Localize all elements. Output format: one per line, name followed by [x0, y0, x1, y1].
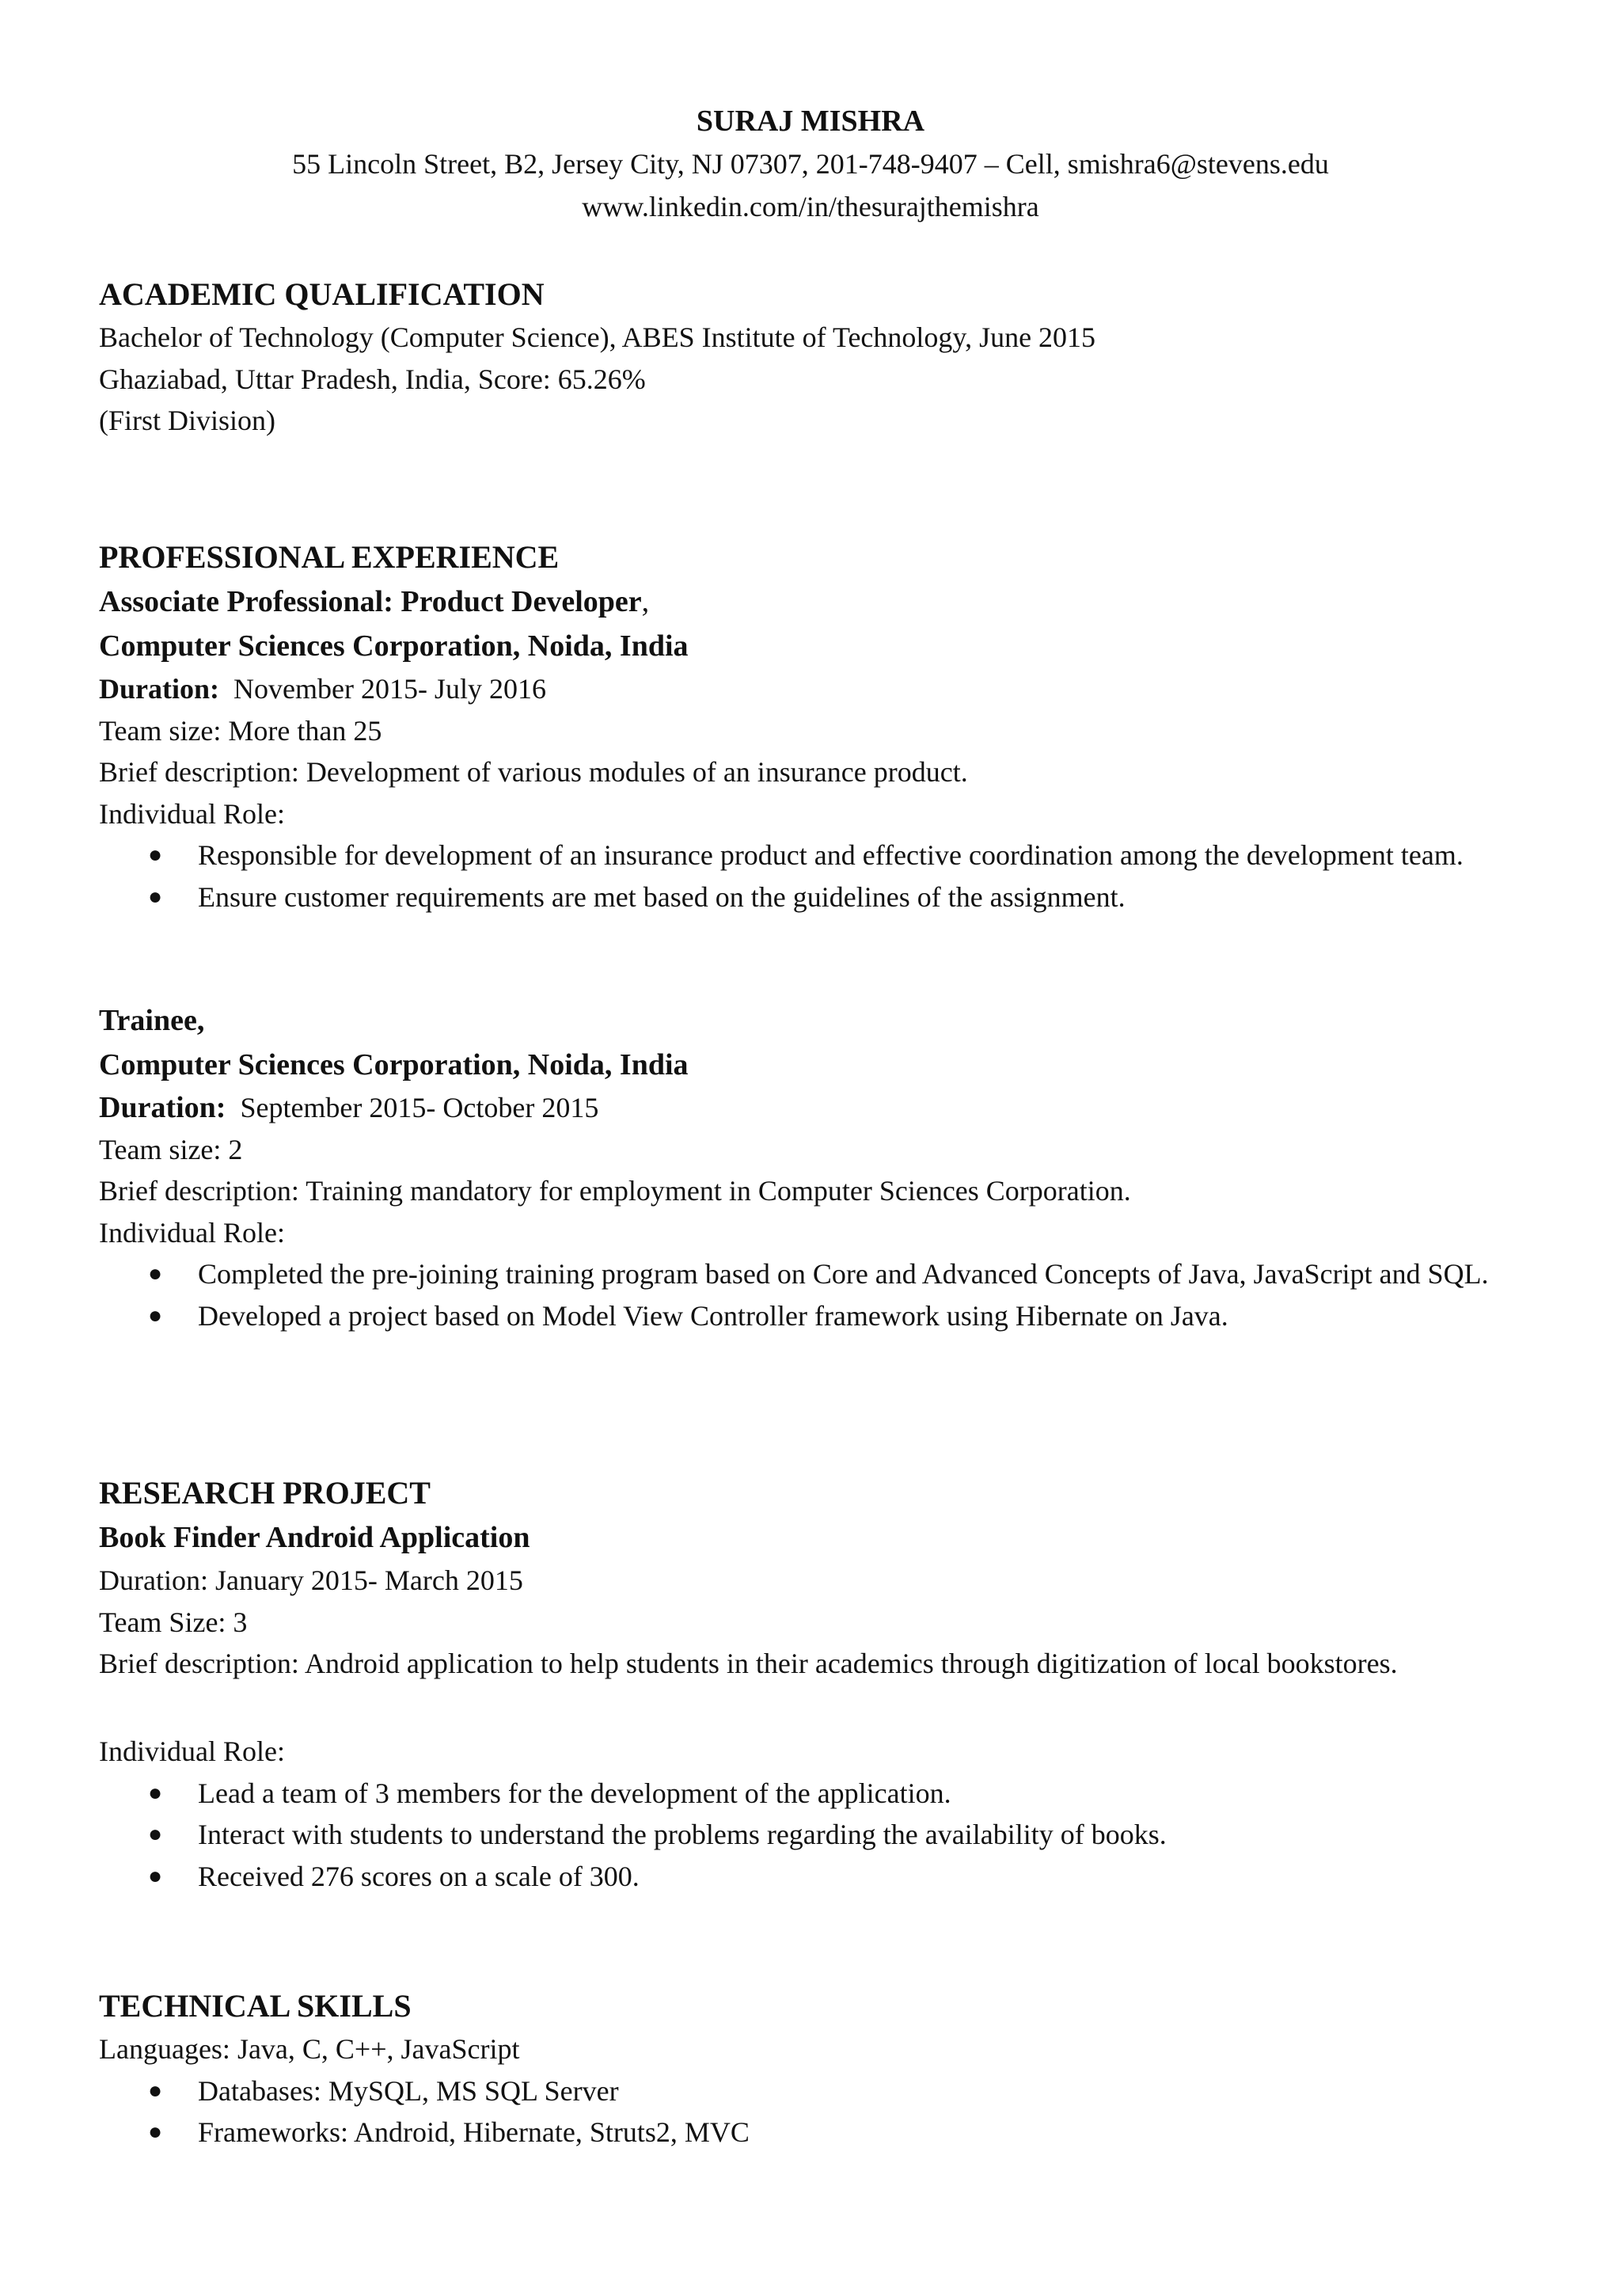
list-item: ● Ensure customer requirements are met based on the guidelines of the assignment.: [148, 880, 1126, 913]
research-heading: RESEARCH PROJECT: [99, 1475, 431, 1511]
job2-bullets: [99, 1253, 1539, 1336]
list-item: ● Developed a project based on Model View Controller framework using Hibernate on Java.: [148, 1299, 1228, 1332]
academic-section: [99, 272, 1539, 442]
job2-title: Trainee,: [99, 1004, 205, 1037]
job2-company: Computer Sciences Corporation, Noida, India: [99, 1048, 689, 1081]
experience-section: [99, 535, 1539, 918]
job1-title: Associate Professional: Product Developer,: [99, 585, 650, 618]
research-bullets: [99, 1773, 1539, 1898]
job1-duration: Duration: November 2015- July 2016: [99, 673, 546, 705]
academic-line: (First Division): [99, 405, 276, 436]
list-item: ● Completed the pre-joining training program based on Core and Advanced Concepts of Java, JavaScript and SQL.: [148, 1258, 1489, 1290]
list-item: ● Frameworks: Android, Hibernate, Struts2, MVC: [148, 2116, 750, 2148]
contact-line: 55 Lincoln Street, B2, Jersey City, NJ 07307, 201-748-9407 – Cell, smishra6@stevens.edu: [292, 148, 1329, 180]
research-team-size: Team Size: 3: [99, 1606, 248, 1638]
academic-line: Bachelor of Technology (Computer Science), ABES Institute of Technology, June 2015: [99, 321, 1096, 353]
research-role-label: Individual Role:: [99, 1735, 285, 1767]
academic-heading: ACADEMIC QUALIFICATION: [99, 276, 545, 312]
research-duration: Duration: January 2015- March 2015: [99, 1564, 523, 1596]
job1-brief: Brief description: Development of various modules of an insurance product.: [99, 756, 968, 788]
list-item: ● Received 276 scores on a scale of 300.: [148, 1860, 640, 1892]
skills-languages: Languages: Java, C, C++, JavaScript: [99, 2033, 520, 2065]
list-item: ● Databases: MySQL, MS SQL Server: [148, 2074, 619, 2107]
job1-team-size: Team size: More than 25: [99, 714, 382, 747]
job1-company: Computer Sciences Corporation, Noida, India: [99, 629, 689, 663]
job1-role-label: Individual Role:: [99, 797, 285, 830]
job2-section: [99, 998, 1539, 1336]
research-brief: Brief description: Android application to help students in their academics through digitization of local bookstores.: [99, 1648, 1398, 1679]
research-role-section: [99, 1731, 1539, 1897]
linkedin-url: www.linkedin.com/in/thesurajthemishra: [582, 191, 1039, 222]
list-item: ● Lead a team of 3 members for the development of the application.: [148, 1777, 951, 1809]
list-item: ● Responsible for development of an insurance product and effective coordination among the development team.: [148, 839, 1463, 871]
experience-heading: PROFESSIONAL EXPERIENCE: [99, 539, 560, 575]
skills-section: [99, 1984, 1539, 2153]
skills-heading: TECHNICAL SKILLS: [99, 1988, 412, 2024]
job1-bullets: [99, 834, 1539, 918]
research-title: Book Finder Android Application: [99, 1521, 530, 1554]
job2-brief: Brief description: Training mandatory for employment in Computer Sciences Corporation.: [99, 1175, 1131, 1207]
list-item: ● Interact with students to understand the problems regarding the availability of books.: [148, 1819, 1167, 1850]
job2-duration: Duration: September 2015- October 2015: [99, 1091, 599, 1124]
skills-bullets: [99, 2070, 1539, 2153]
job2-role-label: Individual Role:: [99, 1216, 285, 1249]
job2-team-size: Team size: 2: [99, 1133, 243, 1165]
academic-line: Ghaziabad, Uttar Pradesh, India, Score: 65.26%: [99, 363, 646, 395]
research-section: [99, 1471, 1539, 1685]
candidate-name: SURAJ MISHRA: [696, 105, 925, 138]
